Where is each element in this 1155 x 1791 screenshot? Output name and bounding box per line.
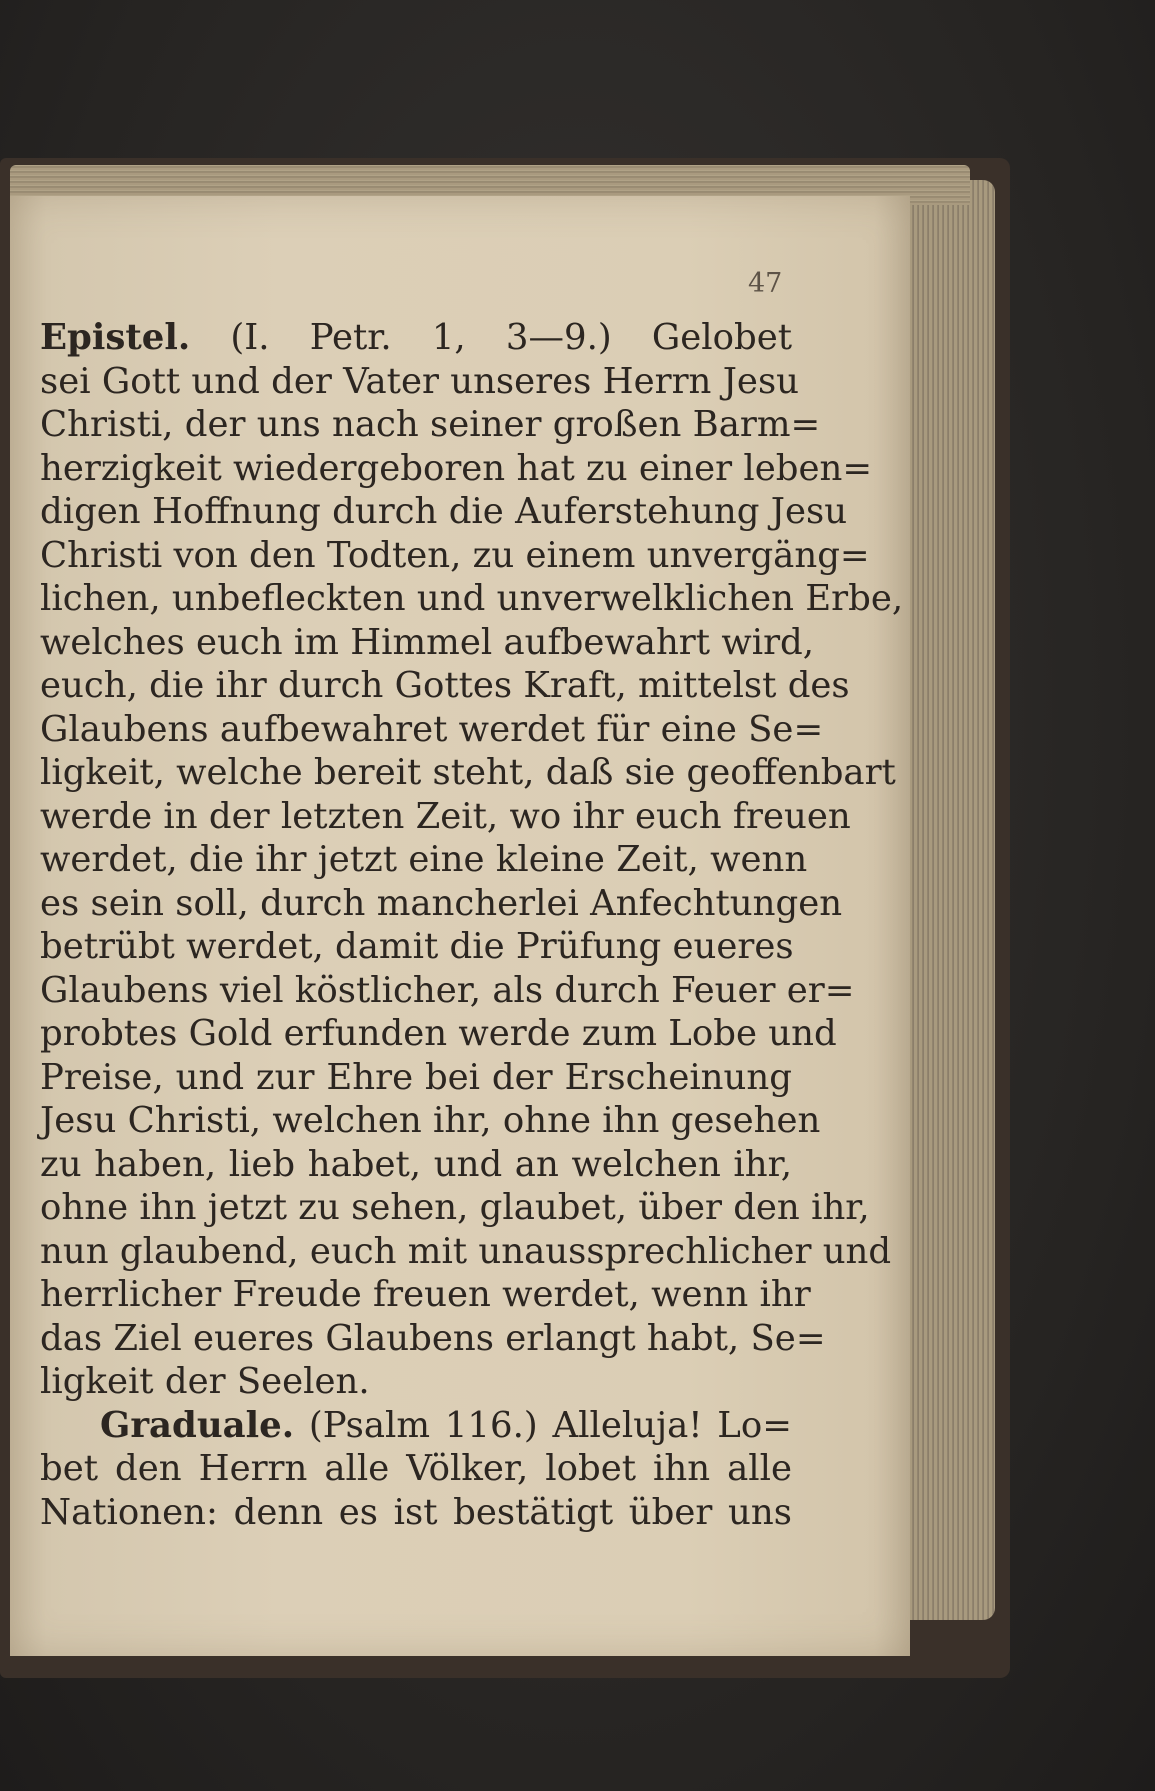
line-text: Jesu Christi, welchen ihr, ohne ihn gesehen <box>40 1100 821 1141</box>
section-heading: Graduale. <box>100 1404 295 1446</box>
text-line <box>40 1447 792 1491</box>
text-line <box>40 1360 792 1404</box>
text-line <box>40 1273 811 1317</box>
line-text: sei Gott und der Vater unseres Herrn Jesu <box>40 360 800 402</box>
line-text: probtes Gold erfunden werde zum Lobe und <box>40 1013 837 1054</box>
line-text: herrlicher Freude freuen werdet, wenn ihr <box>40 1274 811 1315</box>
line-text: ohne ihn jetzt zu sehen, glaubet, über den ihr, <box>40 1187 870 1228</box>
line-text: ligkeit der Seelen. <box>40 1361 370 1402</box>
text-line <box>40 882 843 926</box>
line-text: werdet, die ihr jetzt eine kleine Zeit, wenn <box>40 839 808 880</box>
text-line <box>40 1317 826 1361</box>
book-page <box>10 196 910 1656</box>
text-line <box>40 1230 892 1274</box>
line-text: bet den Herrn alle Völker, lobet ihn alle <box>40 1448 792 1489</box>
line-text: Christi, der uns nach seiner großen Barm= <box>40 404 821 445</box>
line-text: ligkeit, welche bereit steht, daß sie geoffenbart <box>40 752 896 793</box>
text-line <box>40 490 848 534</box>
line-text: herzigkeit wiedergeboren hat zu einer leben= <box>40 447 873 489</box>
text-line <box>40 664 850 708</box>
line-text: nun glaubend, euch mit unaussprechlicher und <box>40 1230 892 1272</box>
text-block <box>40 316 904 1534</box>
text-line <box>40 1056 792 1100</box>
text-line <box>40 360 800 404</box>
line-text: betrübt werdet, damit die Prüfung eueres <box>40 926 794 967</box>
text-line <box>40 447 873 491</box>
line-text: das Ziel eueres Glaubens erlangt habt, Se= <box>40 1317 826 1359</box>
page-edges <box>905 180 995 1620</box>
text-line <box>40 534 870 578</box>
text-line <box>40 621 815 665</box>
text-line <box>40 708 824 752</box>
line-text: euch, die ihr durch Gottes Kraft, mittelst des <box>40 665 850 706</box>
text-line <box>40 316 792 360</box>
line-text: Glaubens aufbewahret werdet für eine Se= <box>40 708 824 750</box>
line-text: werde in der letzten Zeit, wo ihr euch freuen <box>40 795 851 837</box>
text-line <box>40 925 792 969</box>
text-line <box>40 795 851 839</box>
line-text: Preise, und zur Ehre bei der Erscheinung <box>40 1056 792 1098</box>
line-text: (Psalm 116.) Alleluja! Lo= <box>294 1404 792 1446</box>
text-line <box>40 1491 792 1535</box>
line-text: (I. Petr. 1, 3—9.) Gelobet <box>190 317 792 358</box>
text-line <box>40 969 855 1013</box>
line-text: digen Hoffnung durch die Auferstehung Jesu <box>40 491 848 532</box>
text-line <box>40 1012 837 1056</box>
line-text: es sein soll, durch mancherlei Anfechtungen <box>40 882 843 924</box>
line-text: Nationen: denn es ist bestätigt über uns <box>40 1491 792 1533</box>
line-text: welches euch im Himmel aufbewahrt wird, <box>40 621 815 663</box>
text-line <box>40 1143 792 1187</box>
text-line <box>40 1099 821 1143</box>
page-number: 47 <box>748 268 783 299</box>
line-text: Glaubens viel köstlicher, als durch Feuer er= <box>40 969 855 1011</box>
text-line <box>40 751 896 795</box>
text-line <box>40 1186 870 1230</box>
text-line <box>40 838 808 882</box>
line-text: Christi von den Todten, zu einem unvergäng= <box>40 534 870 576</box>
line-text: zu haben, lieb habet, und an welchen ihr, <box>40 1143 792 1185</box>
section-heading: Epistel. <box>40 317 191 358</box>
line-text: lichen, unbefleckten und unverwelklichen Erbe, <box>40 578 904 619</box>
text-line <box>40 403 821 447</box>
text-line <box>40 577 904 621</box>
text-line <box>40 1404 792 1448</box>
